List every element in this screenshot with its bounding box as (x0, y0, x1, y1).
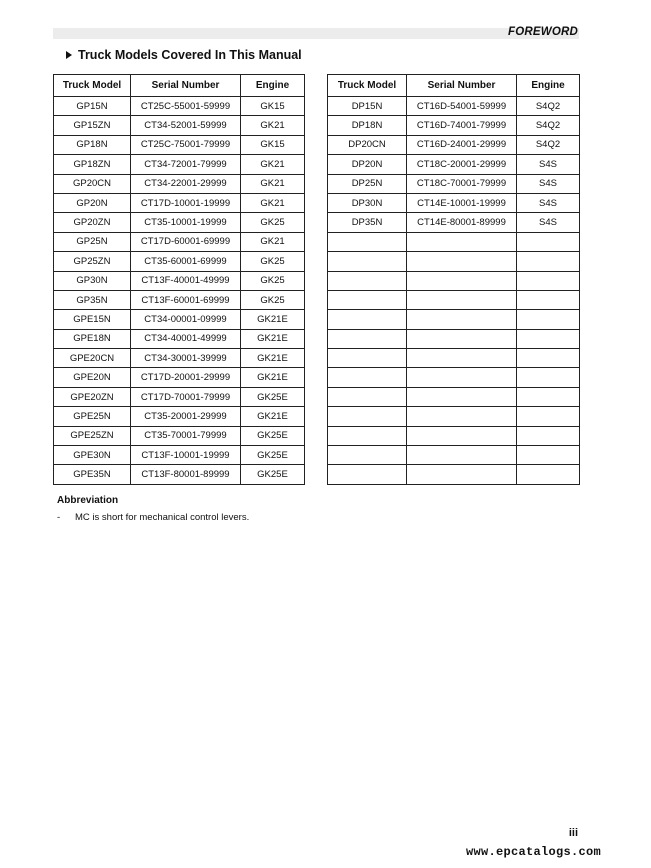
triangle-bullet-icon (66, 51, 72, 59)
table-row (54, 465, 305, 484)
table-row (328, 271, 580, 290)
table-row (54, 290, 305, 309)
table-row (54, 155, 305, 174)
table-row (54, 135, 305, 154)
table-cell (407, 252, 517, 271)
table-row (328, 329, 580, 348)
table-row (328, 193, 580, 212)
table-cell: GPE15N (54, 310, 131, 329)
right-table-body (328, 97, 580, 485)
left-table-header (54, 75, 305, 97)
table-cell: GP25ZN (54, 252, 131, 271)
table-cell: DP30N (328, 193, 407, 212)
table-cell: DP15N (328, 97, 407, 116)
table-header-row (328, 75, 580, 97)
table-cell: CT34-00001-09999 (131, 310, 241, 329)
table-cell: CT34-52001-59999 (131, 116, 241, 135)
table-cell (517, 407, 580, 426)
table-row (328, 213, 580, 232)
table-cell: CT34-22001-29999 (131, 174, 241, 193)
table-cell: GK15 (241, 97, 305, 116)
table-cell (328, 310, 407, 329)
table-cell (328, 271, 407, 290)
table-row (328, 232, 580, 251)
table-cell: DP18N (328, 116, 407, 135)
column-header: Truck Model (54, 75, 131, 97)
table-cell: GP18N (54, 135, 131, 154)
table-cell: GK25 (241, 213, 305, 232)
abbreviation-bullet: - (57, 512, 61, 523)
table-cell: GP35N (54, 290, 131, 309)
table-cell: CT35-20001-29999 (131, 407, 241, 426)
table-cell: CT14E-80001-89999 (407, 213, 517, 232)
table-cell (407, 349, 517, 368)
table-row (328, 387, 580, 406)
table-row (328, 446, 580, 465)
table-cell: GPE30N (54, 446, 131, 465)
page-number: iii (568, 827, 578, 839)
table-row (328, 349, 580, 368)
table-cell (328, 290, 407, 309)
table-cell: GPE20N (54, 368, 131, 387)
table-cell: CT34-40001-49999 (131, 329, 241, 348)
table-row (328, 310, 580, 329)
table-cell (328, 368, 407, 387)
table-row (54, 213, 305, 232)
table-cell: GK21E (241, 368, 305, 387)
table-cell: CT13F-80001-89999 (131, 465, 241, 484)
header-band (53, 28, 579, 39)
table-cell: DP20CN (328, 135, 407, 154)
table-row (328, 368, 580, 387)
table-row (328, 252, 580, 271)
table-cell: GP20ZN (54, 213, 131, 232)
right-table-header (328, 75, 580, 97)
column-header: Engine (517, 75, 580, 97)
table-cell: GPE20CN (54, 349, 131, 368)
abbreviation-text: MC is short for mechanical control levers. (75, 512, 250, 523)
table-cell (407, 310, 517, 329)
table-row (54, 252, 305, 271)
table-cell (328, 349, 407, 368)
right-models-table (327, 74, 580, 485)
table-cell: S4S (517, 155, 580, 174)
table-cell: GK25E (241, 446, 305, 465)
table-cell: GP15N (54, 97, 131, 116)
table-cell: GK21 (241, 232, 305, 251)
table-row (54, 387, 305, 406)
section-heading-text: Truck Models Covered In This Manual (78, 48, 302, 62)
table-row (328, 155, 580, 174)
table-row (54, 193, 305, 212)
table-cell: GK25E (241, 465, 305, 484)
table-cell: CT16D-74001-79999 (407, 116, 517, 135)
table-cell (517, 426, 580, 445)
table-cell (517, 465, 580, 484)
table-cell: GK21E (241, 310, 305, 329)
table-row (54, 271, 305, 290)
table-cell (407, 329, 517, 348)
table-cell: CT17D-20001-29999 (131, 368, 241, 387)
table-cell: GPE18N (54, 329, 131, 348)
table-row (54, 407, 305, 426)
table-cell: CT13F-60001-69999 (131, 290, 241, 309)
table-cell: CT18C-20001-29999 (407, 155, 517, 174)
table-cell: GK25E (241, 426, 305, 445)
table-cell: GK25E (241, 387, 305, 406)
left-models-table (53, 74, 305, 485)
table-cell (407, 271, 517, 290)
table-cell: DP20N (328, 155, 407, 174)
table-cell: CT13F-40001-49999 (131, 271, 241, 290)
table-cell (407, 465, 517, 484)
table-cell: GK21E (241, 329, 305, 348)
table-cell (517, 368, 580, 387)
table-cell: GK21E (241, 349, 305, 368)
table-cell (407, 446, 517, 465)
table-row (54, 329, 305, 348)
table-cell (328, 387, 407, 406)
left-table-body (54, 97, 305, 485)
table-cell (407, 387, 517, 406)
section-heading (66, 48, 302, 62)
table-cell: GK21 (241, 155, 305, 174)
table-cell (328, 329, 407, 348)
table-cell (517, 329, 580, 348)
table-cell: GK21 (241, 116, 305, 135)
table-cell: CT16D-24001-29999 (407, 135, 517, 154)
table-cell: GP20N (54, 193, 131, 212)
table-row (54, 446, 305, 465)
table-cell: CT34-72001-79999 (131, 155, 241, 174)
table-cell: GP15ZN (54, 116, 131, 135)
table-cell: GP20CN (54, 174, 131, 193)
watermark-url: www.epcatalogs.com (465, 845, 601, 859)
table-cell: S4Q2 (517, 135, 580, 154)
table-cell: CT34-30001-39999 (131, 349, 241, 368)
column-header: Serial Number (131, 75, 241, 97)
table-cell (407, 407, 517, 426)
table-cell: CT25C-55001-59999 (131, 97, 241, 116)
table-row (328, 426, 580, 445)
table-cell: GK21E (241, 407, 305, 426)
column-header: Truck Model (328, 75, 407, 97)
abbreviation-title: Abbreviation (57, 495, 119, 506)
table-cell: CT25C-75001-79999 (131, 135, 241, 154)
table-cell (407, 368, 517, 387)
table-cell (328, 407, 407, 426)
table-row (54, 426, 305, 445)
table-cell: CT35-70001-79999 (131, 426, 241, 445)
table-cell: GPE25N (54, 407, 131, 426)
table-cell (517, 290, 580, 309)
table-cell: CT35-10001-19999 (131, 213, 241, 232)
table-cell: DP25N (328, 174, 407, 193)
table-cell: GK21 (241, 174, 305, 193)
table-header-row (54, 75, 305, 97)
table-row (328, 174, 580, 193)
table-cell: GPE25ZN (54, 426, 131, 445)
table-cell: GK25 (241, 271, 305, 290)
table-row (54, 174, 305, 193)
table-cell: CT17D-10001-19999 (131, 193, 241, 212)
table-row (328, 135, 580, 154)
table-cell: S4S (517, 174, 580, 193)
header-title: FOREWORD (508, 26, 578, 38)
table-row (54, 310, 305, 329)
table-cell: GP30N (54, 271, 131, 290)
table-cell: GP25N (54, 232, 131, 251)
table-cell: GK25 (241, 252, 305, 271)
table-cell: CT16D-54001-59999 (407, 97, 517, 116)
table-cell (328, 232, 407, 251)
table-cell (407, 232, 517, 251)
table-row (54, 349, 305, 368)
table-cell (407, 426, 517, 445)
table-row (54, 116, 305, 135)
table-row (54, 368, 305, 387)
table-cell: CT14E-10001-19999 (407, 193, 517, 212)
table-cell (328, 252, 407, 271)
table-cell: CT13F-10001-19999 (131, 446, 241, 465)
table-cell: CT35-60001-69999 (131, 252, 241, 271)
table-cell (407, 290, 517, 309)
table-row (328, 290, 580, 309)
table-cell (328, 465, 407, 484)
table-cell: CT18C-70001-79999 (407, 174, 517, 193)
table-cell: CT17D-70001-79999 (131, 387, 241, 406)
table-row (328, 407, 580, 426)
table-cell (517, 271, 580, 290)
table-cell (517, 446, 580, 465)
table-cell (328, 426, 407, 445)
table-row (328, 97, 580, 116)
table-cell: GK15 (241, 135, 305, 154)
table-cell: GPE20ZN (54, 387, 131, 406)
table-cell (517, 232, 580, 251)
table-row (328, 465, 580, 484)
table-cell: S4S (517, 193, 580, 212)
table-cell: DP35N (328, 213, 407, 232)
table-cell: GPE35N (54, 465, 131, 484)
column-header: Engine (241, 75, 305, 97)
table-cell: S4S (517, 213, 580, 232)
table-cell (517, 252, 580, 271)
table-row (54, 97, 305, 116)
table-row (328, 116, 580, 135)
table-cell: CT17D-60001-69999 (131, 232, 241, 251)
table-cell: GP18ZN (54, 155, 131, 174)
table-cell: GK21 (241, 193, 305, 212)
table-cell (517, 310, 580, 329)
table-cell (517, 387, 580, 406)
table-cell: S4Q2 (517, 116, 580, 135)
table-cell: S4Q2 (517, 97, 580, 116)
table-cell: GK25 (241, 290, 305, 309)
table-cell (328, 446, 407, 465)
table-cell (517, 349, 580, 368)
table-row (54, 232, 305, 251)
column-header: Serial Number (407, 75, 517, 97)
abbreviation-item (57, 512, 249, 523)
